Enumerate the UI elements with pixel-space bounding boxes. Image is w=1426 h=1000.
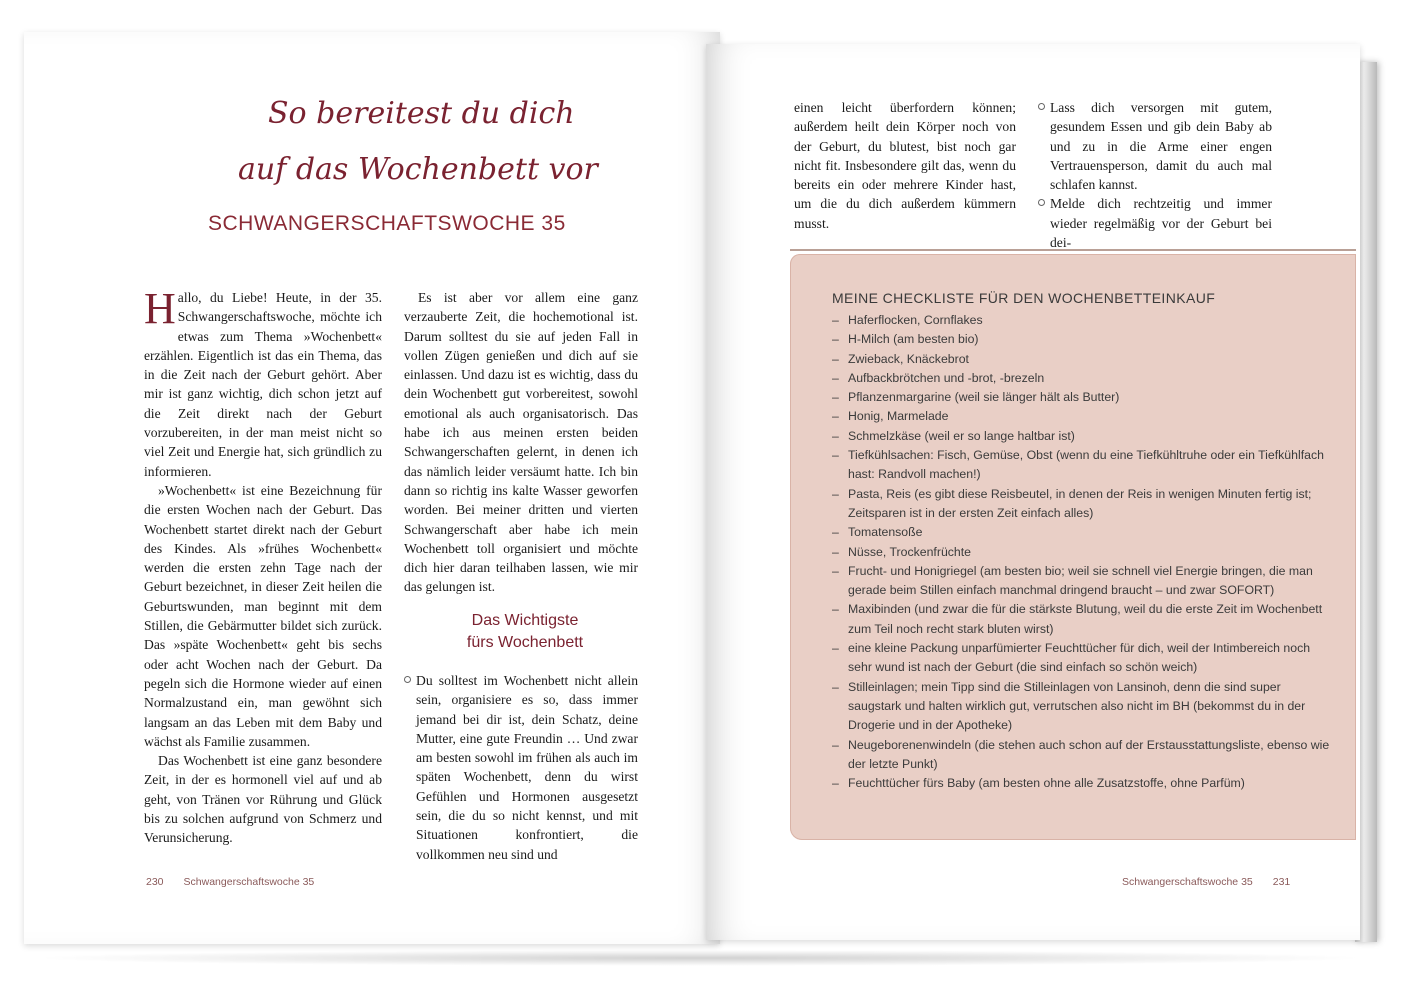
checklist-item: – Tomatensoße (832, 523, 1332, 542)
checklist-item: – Feuchttücher fürs Baby (am besten ohne alle Zusatzstoffe, ohne Parfüm) (832, 774, 1332, 793)
subheading-line-1: Das Wichtigste (471, 612, 579, 629)
paragraph-wochenbett-definition: »Wochenbett« ist eine Bezeichnung für die ersten Wochen nach der Geburt. Das Wochenbett startet direkt nach der Geburt des Kindes. Als »frühes Wochenbett« werden die ersten zehn Tage nach der Geburt bezeichnet, in dieser Zeit heilen die Geburtswunden, man beginnt mit dem Stillen, die Gebärmutter bildet sich zurück. Das »späte Wochenbett« geht bis sechs oder acht Wochen nach der Geburt. Da pegeln sich die Hormone wieder auf einen Normalzustand ein, man gewöhnt sich langsam an das Leben mit dem Baby und wächst als Familie zusammen. (144, 482, 382, 749)
bullet-item: Lass dich versorgen mit gutem, gesundem Essen und gib dein Baby ab und zu in die Arme einer engen Vertrauensperson, damit du auch mal schlafen kannst. (1038, 98, 1272, 194)
checklist-item: – Tiefkühlsachen: Fisch, Gemüse, Obst (wenn du eine Tiefkühltruhe oder ein Tiefkühlfach hast: Randvoll machen!) (832, 446, 1332, 485)
right-footer (1122, 876, 1290, 888)
checklist-item: – Stilleinlagen; mein Tipp sind die Stilleinlagen von Lansinoh, denn die sind super saugstark und halten wirklich gut, verrutschen also nicht im BH (bekommst du in der Drogerie und in der Apotheke) (832, 678, 1332, 736)
checklist-title: MEINE CHECKLISTE FÜR DEN WOCHENBETTEINKAUF (832, 290, 1216, 306)
checklist (832, 311, 1332, 793)
continued-paragraph: einen leicht überfordern können; außerdem heilt dein Körper noch von der Geburt, du blutest, bist noch gar nicht fit. Insbesondere gilt das, wenn du bereits ein oder mehrere Kinder hast, um die du dich außerdem kümmern musst. (794, 100, 1016, 231)
page-number-right: 231 (1272, 876, 1291, 888)
checklist-item: – Pflanzenmargarine (weil sie länger hält als Butter) (832, 388, 1332, 407)
book-shadow (30, 950, 1370, 966)
drop-cap: H (144, 284, 176, 333)
checklist-item: – Aufbackbrötchen und -brot, -brezeln (832, 369, 1332, 388)
checklist-item: – Frucht- und Honigriegel (am besten bio; weil sie schnell viel Energie bringen, die man gerade beim Stillen einfach manchmal dringend braucht – und zwar SOFORT) (832, 562, 1332, 601)
checklist-item: – Neugeborenenwindeln (die stehen auch schon auf der Erstausstattungsliste, ebenso wie der letzte Punkt) (832, 736, 1332, 775)
intro-text: allo, du Liebe! Heute, in der 35. Schwangerschaftswoche, möchte ich etwas zum Thema »Wochenbett« erzählen. Eigentlich ist das ein Thema, das in die Zeit nach der Geburt gehört. Aber mir ist ganz wichtig, dich schon jetzt auf die Zeit direkt nach der Geburt vorzubereiten, in der man meist nicht so viel Zeit und Energie hat, sich gründlich zu informieren. (144, 290, 382, 479)
subheading-line-2: fürs Wochenbett (466, 634, 584, 651)
checklist-item: – eine kleine Packung unparfümierter Feuchttücher für dich, weil der Intimbereich noch sehr wund ist nach der Geburt (die sind einfach so schön weich) (832, 639, 1332, 678)
right-column-1 (794, 98, 1016, 233)
checklist-item: – Schmelzkäse (weil er so lange haltbar ist) (832, 427, 1332, 446)
page-number-left: 230 (146, 876, 164, 888)
intro-paragraph (144, 284, 382, 481)
checklist-item: – H-Milch (am besten bio) (832, 330, 1332, 349)
left-column-1 (144, 284, 382, 848)
running-title-left: Schwangerschaftswoche 35 (183, 876, 315, 888)
running-title-right: Schwangerschaftswoche 35 (1122, 876, 1253, 888)
left-footer (146, 876, 314, 888)
checklist-item: – Zwieback, Knäckebrot (832, 350, 1332, 369)
paragraph-verzauberte-zeit: Es ist aber vor allem eine ganz verzauberte Zeit, die hochemotional ist. Darum solltest du sie auf jeden Fall in vollen Zügen genießen und dich auf sie einlassen. Und dazu ist es wichtig, dass du dein Wochenbett gut vorbereitest, sowohl emotional als auch organisatorisch. Das habe ich aus meinen ersten beiden Schwangerschaften gelernt, in denen ich das nämlich leider versäumt hatte. Ich bin dann so richtig ins kalte Wasser geworfen worden. Bei meiner dritten und vierten Schwangerschaft aber habe ich mein Wochenbett toll organisiert und möchte dich hier daran teilhaben lassen, wie mir das gelungen ist. (404, 290, 638, 595)
paragraph-besondere-zeit: Das Wochenbett ist eine ganz besondere Zeit, in der es hormonell viel auf und ab geht, von Tränen vor Rührung und Glück bis zu solchen aufgrund von Schmerz und Verunsicherung. (144, 753, 382, 846)
checklist-item: – Nüsse, Trockenfrüchte (832, 543, 1332, 562)
bullet-item: Du solltest im Wochenbett nicht allein sein, organisiere es so, dass immer jemand bei dir ist, dein Schatz, deine Mutter, eine gute Freundin … Und zwar am besten sowohl im frühen als auch im späten Wochenbett, denn du wirst Gefühlen und Hormonen ausgesetzt sein, die du so nicht kennst, und mit Situationen konfrontiert, die vollkommen neu sind und (404, 671, 638, 864)
left-column-2-bullets (404, 671, 638, 864)
checklist-item: – Haferflocken, Cornflakes (832, 311, 1332, 330)
week-heading: SCHWANGERSCHAFTSWOCHE 35 (208, 212, 566, 235)
script-title-line-2: auf das Wochenbett vor (238, 152, 598, 187)
left-column-2 (404, 288, 638, 597)
checklist-item: – Pasta, Reis (es gibt diese Reisbeutel, in denen der Reis in wenigen Minuten fertig ist; Zeitsparen ist in der ersten Zeit einfach alles) (832, 485, 1332, 524)
bullet-item: Melde dich rechtzeitig und immer wieder regelmäßig vor der Geburt bei dei- (1038, 194, 1272, 252)
right-column-2 (1038, 98, 1272, 252)
checklist-item: – Honig, Marmelade (832, 407, 1332, 426)
checklist-item: – Maxibinden (und zwar die für die stärkste Blutung, weil du die erste Zeit im Wochenbett zum Teil noch recht stark bluten wirst) (832, 600, 1332, 639)
script-title-line-1: So bereitest du dich (268, 96, 575, 131)
subheading (440, 610, 610, 654)
